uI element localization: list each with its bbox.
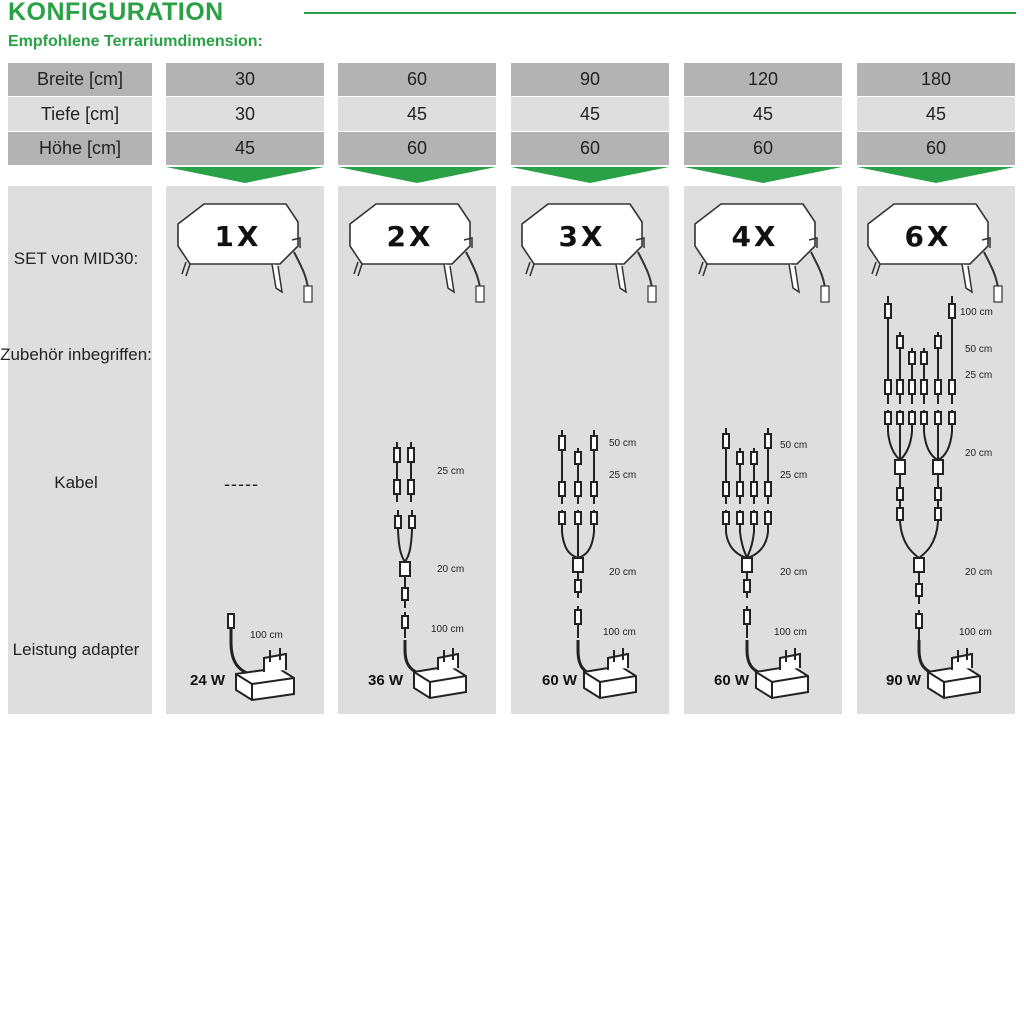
green-arrow-icon [511, 167, 669, 184]
cable-length: 50 cm [609, 438, 637, 449]
hoehe-cell: 60 [338, 132, 496, 165]
green-arrow-icon [857, 167, 1015, 184]
breite-cell: 180 [857, 63, 1015, 96]
breite-cell: 30 [166, 63, 324, 96]
lamp-set-icon [344, 202, 494, 308]
set-count: 3X [558, 220, 606, 253]
breite-cell: 90 [511, 63, 669, 96]
breite-cell: 60 [338, 63, 496, 96]
adapter-wattage: 90 W [886, 672, 922, 689]
cable-length: 20 cm [437, 564, 465, 575]
cable-length: 50 cm [965, 344, 993, 355]
cable-icon [878, 292, 960, 642]
zubehoer-label: Zubehör inbegriffen: [0, 345, 152, 364]
tiefe-cell: 30 [166, 97, 324, 131]
lamp-set-icon [516, 202, 666, 308]
set-count: 4X [731, 220, 779, 253]
row-label-hoehe: Höhe [cm] [8, 132, 152, 165]
cable-length: 100 cm [603, 627, 636, 638]
hoehe-cell: 60 [511, 132, 669, 165]
row-label-breite: Breite [cm] [8, 63, 152, 96]
row-label-tiefe: Tiefe [cm] [8, 97, 152, 131]
cable-length: 25 cm [780, 470, 808, 481]
kabel-label: Kabel [54, 473, 98, 492]
hoehe-cell: 60 [684, 132, 842, 165]
page-subtitle: Empfohlene Terrariumdimension: [8, 33, 263, 50]
set-count: 1X [214, 220, 262, 253]
power-adapter-icon [216, 612, 306, 704]
hoehe-cell: 60 [857, 132, 1015, 165]
cable-length: 100 cm [774, 627, 807, 638]
cable-length: 25 cm [609, 470, 637, 481]
cable-length: 100 cm [959, 627, 992, 638]
cable-length: 25 cm [437, 466, 465, 477]
cable-length: 100 cm [431, 624, 464, 635]
cable-length: 100 cm [250, 630, 283, 641]
cable-icon [385, 440, 435, 640]
lamp-set-icon [172, 202, 322, 308]
lamp-set-icon [689, 202, 839, 308]
cable-icon [718, 426, 780, 640]
set-count: 6X [904, 220, 952, 253]
green-arrow-icon [338, 167, 496, 184]
kabel-none: ----- [224, 474, 259, 494]
cable-length: 20 cm [609, 567, 637, 578]
adapter-wattage: 60 W [542, 672, 578, 689]
adapter-wattage: 36 W [368, 672, 404, 689]
cable-length: 20 cm [780, 567, 808, 578]
title-divider [304, 12, 1016, 14]
cable-length: 100 cm [960, 307, 993, 318]
adapter-wattage: 60 W [714, 672, 750, 689]
hoehe-cell: 45 [166, 132, 324, 165]
page-title: KONFIGURATION [8, 0, 224, 26]
cable-length: 20 cm [965, 448, 993, 459]
cable-length: 50 cm [780, 440, 808, 451]
tiefe-cell: 45 [338, 97, 496, 131]
title-row [8, 0, 1016, 26]
leistung-label: Leistung adapter [12, 640, 140, 659]
cable-icon [552, 428, 608, 640]
green-arrow-icon [684, 167, 842, 184]
cable-length: 25 cm [965, 370, 993, 381]
breite-cell: 120 [684, 63, 842, 96]
adapter-wattage: 24 W [190, 672, 226, 689]
label-panel [0, 186, 152, 714]
tiefe-cell: 45 [684, 97, 842, 131]
green-arrow-icon [166, 167, 324, 184]
tiefe-cell: 45 [857, 97, 1015, 131]
set-label: SET von MID30: [13, 249, 139, 268]
tiefe-cell: 45 [511, 97, 669, 131]
power-adapter-icon [392, 640, 472, 708]
set-count: 2X [386, 220, 434, 253]
cable-length: 20 cm [965, 567, 993, 578]
